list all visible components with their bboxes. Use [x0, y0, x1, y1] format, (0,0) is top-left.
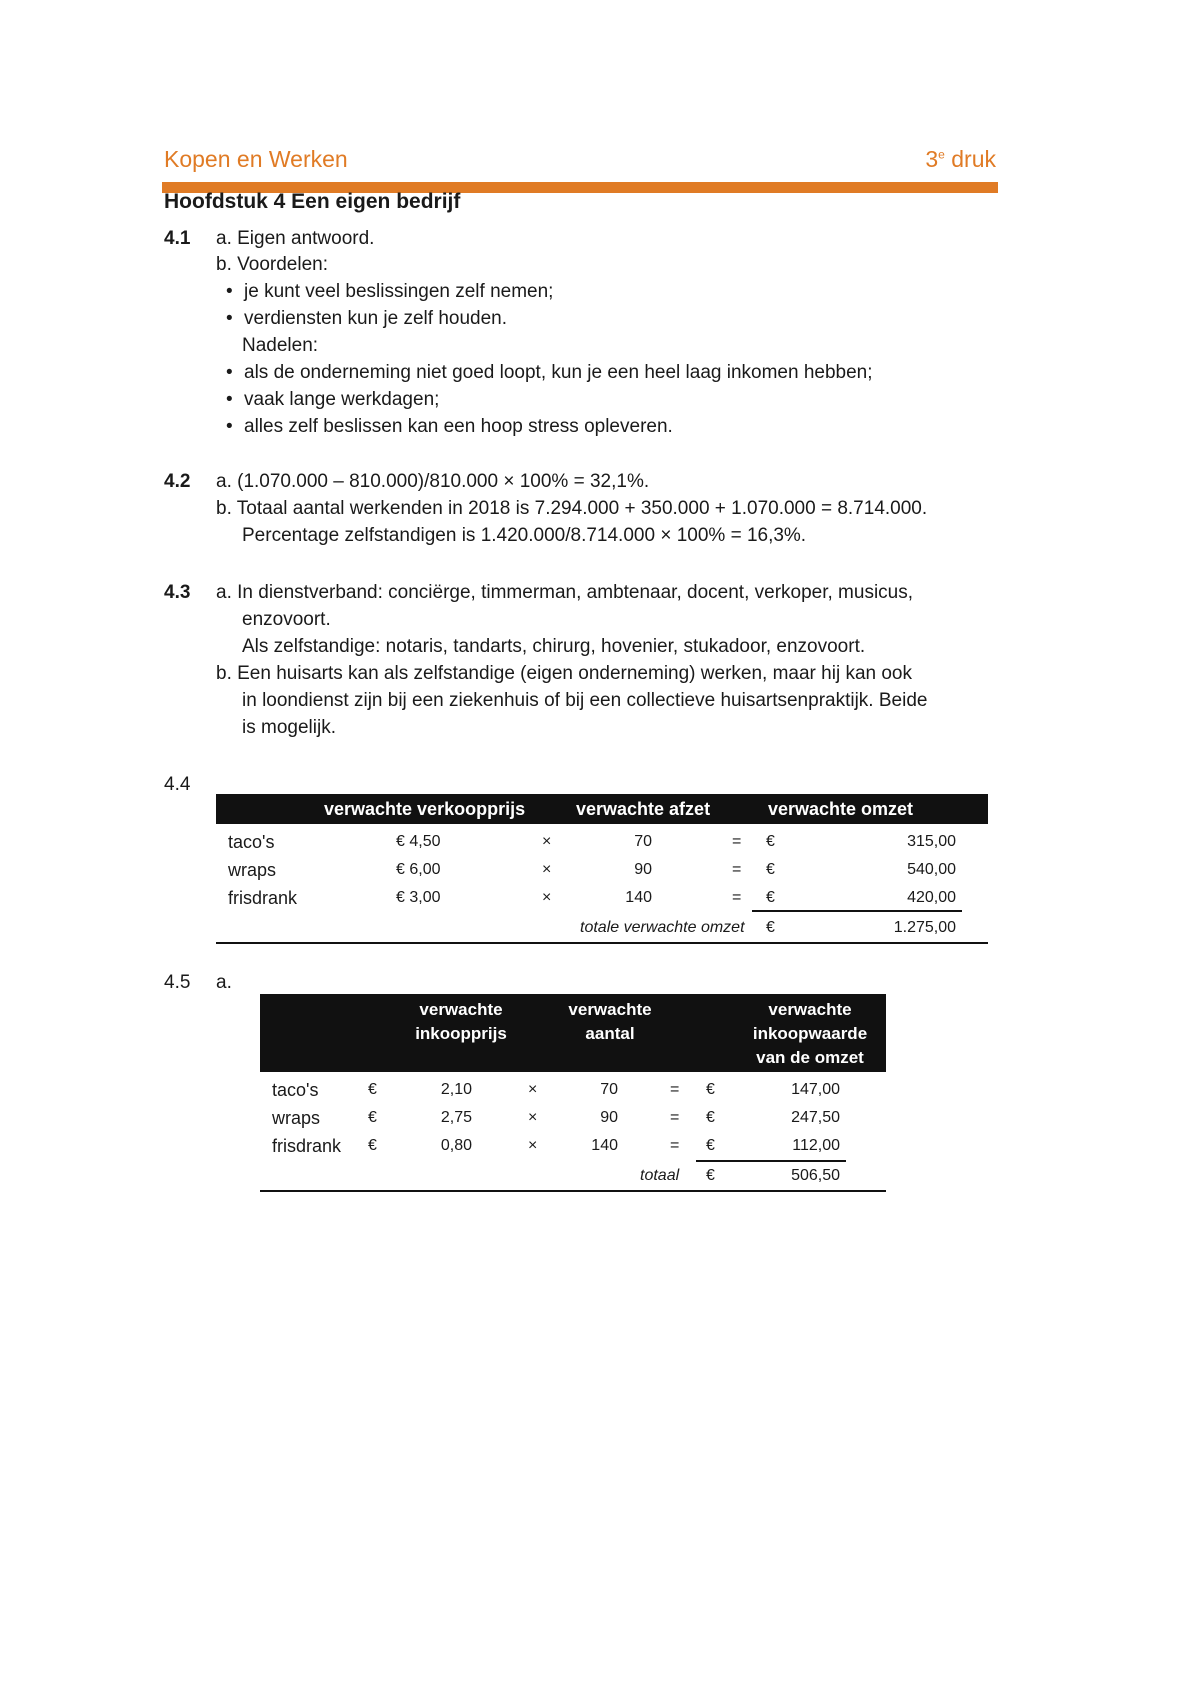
- q41-nadeel-1: • als de onderneming niet goed loopt, kun je een heel laag inkomen hebben;: [244, 360, 873, 386]
- q43-b-line3: is mogelijk.: [242, 717, 336, 738]
- t45-total: 247,50: [791, 1109, 840, 1126]
- t45-header-value-line1: verwachte: [768, 1000, 852, 1019]
- question-4-5-number: 4.5: [164, 972, 191, 993]
- chapter-title: Hoofdstuk 4 Een eigen bedrijf: [164, 190, 461, 213]
- q41-nadeel-3: • alles zelf beslissen kan een hoop stress opleveren.: [244, 414, 673, 440]
- t45-cur1: €: [368, 1109, 377, 1126]
- q41-nadelen-label: Nadelen:: [242, 335, 319, 356]
- t44-bottom-rule: [216, 942, 988, 944]
- t44-price: € 6,00: [396, 861, 441, 878]
- t45-header-price-line1: verwachte: [419, 1000, 503, 1019]
- t45-item: taco's: [272, 1080, 319, 1100]
- t45-subtotal-rule: [696, 1160, 846, 1162]
- t44-total-cur: €: [766, 919, 775, 936]
- edition-number: 3: [925, 146, 939, 172]
- question-4-2-number: 4.2: [164, 471, 191, 492]
- t45-header-qty-line1: verwachte: [568, 1000, 652, 1019]
- t44-cur: €: [766, 861, 775, 878]
- question-4-3-number: 4.3: [164, 582, 191, 603]
- t44-total: 420,00: [907, 889, 956, 906]
- t44-price: € 4,50: [396, 833, 441, 850]
- question-4-4-number: 4.4: [164, 774, 191, 795]
- t44-header-qty: verwachte afzet: [576, 799, 711, 819]
- edition-word: druk: [951, 146, 996, 172]
- t45-bottom-rule: [260, 1190, 886, 1192]
- t45-header-price-line2: inkoopprijs: [415, 1024, 507, 1043]
- t44-cur: €: [766, 833, 775, 850]
- t45-cur2: €: [706, 1081, 715, 1098]
- t45-total-value: 506,50: [791, 1167, 840, 1184]
- q43-b-line2: in loondienst zijn bij een ziekenhuis of bij een collectieve huisartsenpraktijk. Beide: [242, 690, 928, 711]
- t44-item: taco's: [228, 832, 275, 852]
- q43-a-line3: Als zelfstandige: notaris, tandarts, chirurg, hovenier, stukadoor, enzovoort.: [242, 636, 866, 657]
- q41-voordeel-2: • verdiensten kun je zelf houden.: [244, 306, 507, 332]
- edition-label: [925, 146, 996, 173]
- q43-a-line2: enzovoort.: [242, 609, 331, 630]
- q42-b-line2: Percentage zelfstandigen is 1.420.000/8.714.000 × 100% = 16,3%.: [242, 525, 807, 546]
- t44-qty: 140: [625, 889, 652, 906]
- t45-times: ×: [528, 1081, 538, 1098]
- table-4-5-header: [260, 994, 886, 1072]
- q41-b: b. Voordelen:: [216, 254, 328, 275]
- t45-header-qty: [550, 998, 670, 1046]
- q45-part: a.: [216, 972, 232, 993]
- t45-cur2: €: [706, 1137, 715, 1154]
- t44-subtotal-rule: [752, 910, 962, 912]
- t45-cur1: €: [368, 1137, 377, 1154]
- t45-price: 0,80: [440, 1137, 472, 1154]
- t45-header-price: [396, 998, 526, 1046]
- t45-header-qty-line2: aantal: [585, 1024, 635, 1043]
- t44-eq: =: [732, 861, 742, 878]
- t45-eq: =: [670, 1081, 680, 1098]
- t45-total: 147,00: [791, 1081, 840, 1098]
- t45-item: wraps: [272, 1108, 321, 1128]
- t45-times: ×: [528, 1137, 538, 1154]
- t44-total-value: 1.275,00: [893, 919, 956, 936]
- t45-header-value-line3: van de omzet: [756, 1048, 864, 1067]
- t45-header-value: [740, 998, 880, 1070]
- t44-header-revenue: verwachte omzet: [768, 799, 914, 819]
- t45-qty: 70: [600, 1081, 618, 1098]
- t44-item: wraps: [228, 860, 277, 880]
- t44-qty: 70: [634, 833, 652, 850]
- t45-header-value-line2: inkoopwaarde: [752, 1024, 868, 1043]
- q42-b-line1: b. Totaal aantal werkenden in 2018 is 7.294.000 + 350.000 + 1.070.000 = 8.714.000.: [216, 498, 928, 519]
- t44-total: 540,00: [907, 861, 956, 878]
- q43-a-line1: a. In dienstverband: conciërge, timmerman, ambtenaar, docent, verkoper, musicus,: [216, 582, 914, 603]
- t45-price: 2,75: [440, 1109, 472, 1126]
- q43-b-line1: b. Een huisarts kan als zelfstandige (eigen onderneming) werken, maar hij kan ook: [216, 663, 912, 684]
- t44-header-price: verwachte verkoopprijs: [324, 799, 526, 819]
- t45-total: 112,00: [792, 1137, 840, 1154]
- t44-times: ×: [542, 889, 552, 906]
- table-4-4-header: [216, 794, 988, 824]
- question-4-1-number: 4.1: [164, 228, 191, 249]
- t45-total-label: totaal: [640, 1167, 680, 1184]
- t45-item: frisdrank: [272, 1136, 342, 1156]
- t45-qty: 90: [600, 1109, 618, 1126]
- q42-a: a. (1.070.000 – 810.000)/810.000 × 100% = 32,1%.: [216, 471, 650, 492]
- t45-qty: 140: [591, 1137, 618, 1154]
- t44-qty: 90: [634, 861, 652, 878]
- t44-eq: =: [732, 833, 742, 850]
- t44-cur: €: [766, 889, 775, 906]
- t45-eq: =: [670, 1109, 680, 1126]
- t45-eq: =: [670, 1137, 680, 1154]
- t45-cur1: €: [368, 1081, 377, 1098]
- q41-a: a. Eigen antwoord.: [216, 228, 375, 249]
- t44-total-label: totale verwachte omzet: [580, 919, 745, 936]
- q41-nadeel-2: • vaak lange werkdagen;: [244, 387, 439, 413]
- t45-price: 2,10: [440, 1081, 472, 1098]
- edition-superscript: e: [938, 147, 945, 162]
- t44-item: frisdrank: [228, 888, 298, 908]
- book-title: Kopen en Werken: [164, 146, 348, 172]
- t44-times: ×: [542, 861, 552, 878]
- q41-voordeel-1: • je kunt veel beslissingen zelf nemen;: [244, 279, 553, 305]
- t44-times: ×: [542, 833, 552, 850]
- t44-eq: =: [732, 889, 742, 906]
- t44-price: € 3,00: [396, 889, 441, 906]
- t45-cur2: €: [706, 1109, 715, 1126]
- t44-total: 315,00: [907, 833, 956, 850]
- t45-times: ×: [528, 1109, 538, 1126]
- t45-total-cur: €: [706, 1167, 715, 1184]
